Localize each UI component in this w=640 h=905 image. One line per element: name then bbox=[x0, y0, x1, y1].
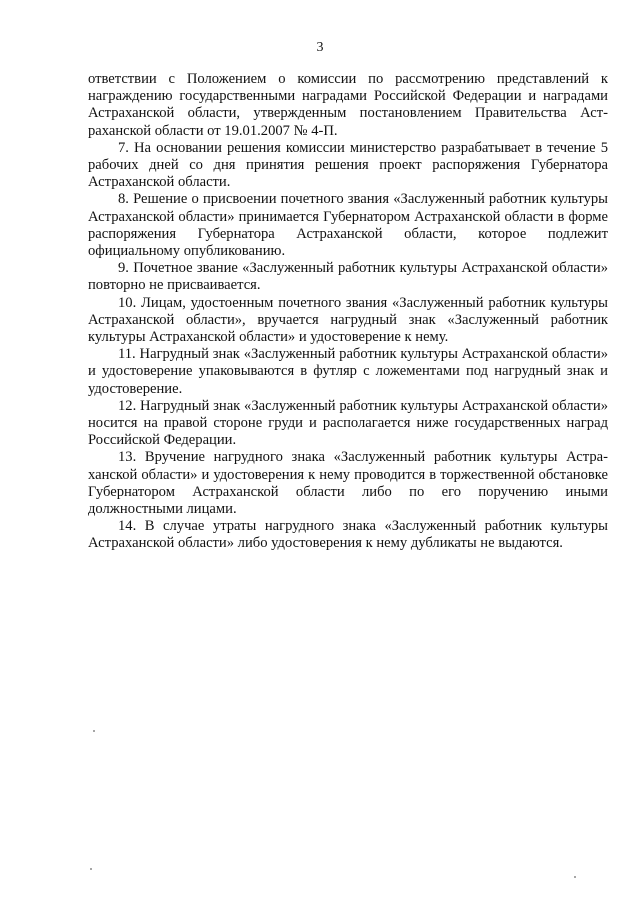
page-number: 3 bbox=[316, 40, 324, 55]
scan-speck bbox=[574, 876, 576, 878]
scan-speck bbox=[90, 868, 92, 870]
document-body bbox=[88, 71, 608, 553]
scan-speck bbox=[93, 730, 95, 732]
paragraph-13: 13. Вручение нагрудного знака «Заслуженный работник культуры Астраханской области» и удостоверения к нему проводится в торжественной обстановке Губернатором Астраханской области либо по его поручению иными должностными лицами. bbox=[88, 449, 608, 518]
paragraph-10: 10. Лицам, удостоенным почетного звания «Заслуженный работник культуры Астраханской области», вручается нагрудный знак «Заслуженный работник культуры Астраханской области» и удостоверение к нему. bbox=[88, 294, 608, 346]
paragraph-9: 9. Почетное звание «Заслуженный работник культуры Астраханской области» повторно не присваивается. bbox=[88, 260, 608, 294]
paragraph-continued: ответствии с Положением о комиссии по рассмотрению представлений к награждению государственными наградами Российской Федерации и наградами Астраханской области, утвержденным постановлением Правительства Астраханской области от 19.01.2007 № 4-П. bbox=[88, 71, 608, 139]
paragraph-11: 11. Нагрудный знак «Заслуженный работник культуры Астраханской области» и удостоверение упаковываются в футляр с ложементами под нагрудный знак и удостоверение. bbox=[88, 346, 608, 397]
paragraph-8: 8. Решение о присвоении почетного звания «Заслуженный работник культуры Астраханской области» принимается Губернатором Астраханской области в форме распоряжения Губернатора Астраханской области, которое подлежит официальному опубликованию. bbox=[88, 191, 608, 260]
paragraph-14: 14. В случае утраты нагрудного знака «Заслуженный работник культуры Астраханской области» либо удостоверения к нему дубликаты не выдаются. bbox=[88, 518, 608, 552]
paragraph-12: 12. Нагрудный знак «Заслуженный работник культуры Астраханской области» носится на правой стороне груди и располагается ниже государственных наград Российской Федерации. bbox=[88, 397, 608, 449]
paragraph-7: 7. На основании решения комиссии министерство разрабатывает в течение 5 рабочих дней со дня принятия решения проект распоряжения Губернатора Астраханской области. bbox=[88, 139, 608, 191]
